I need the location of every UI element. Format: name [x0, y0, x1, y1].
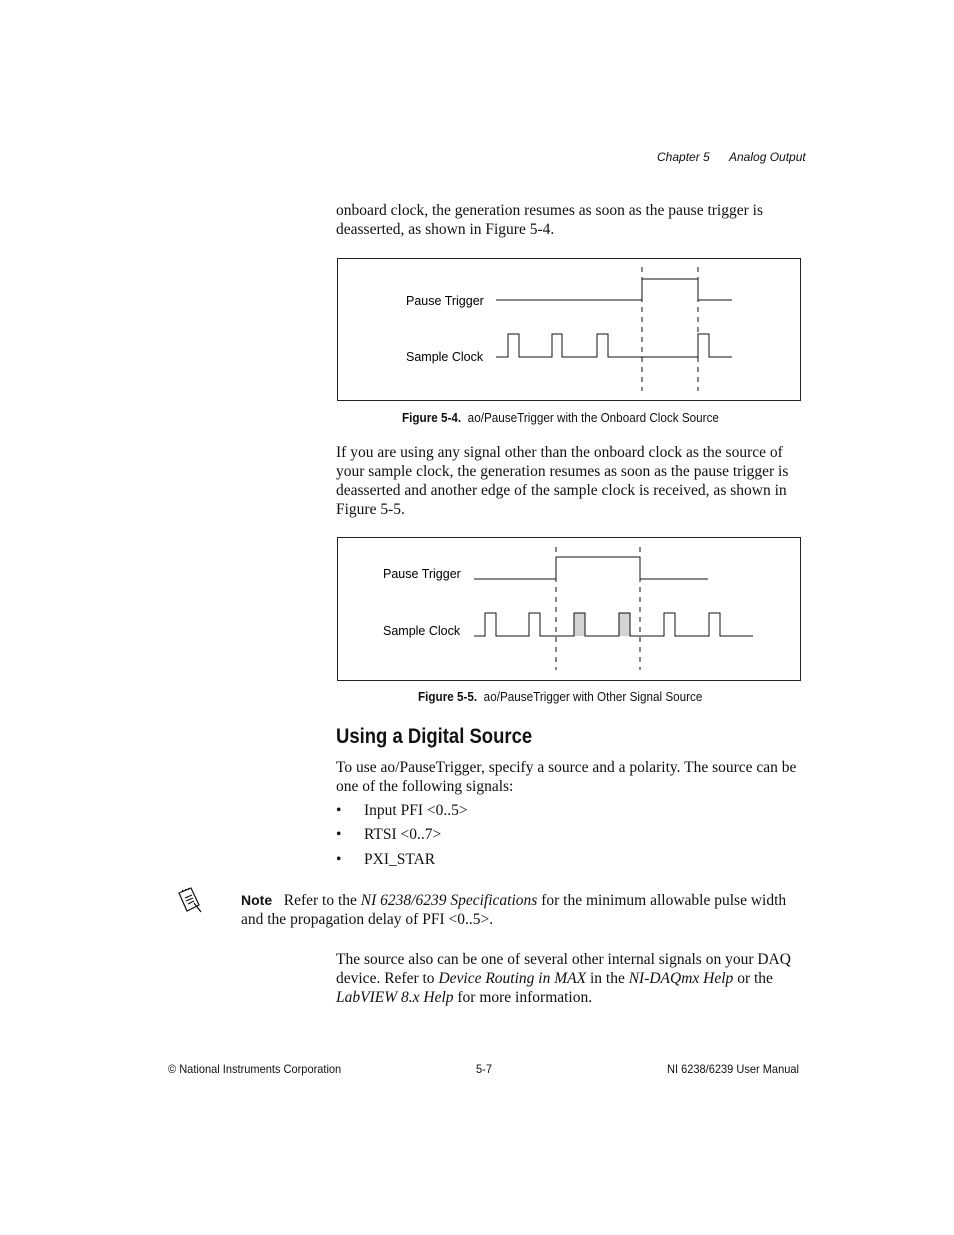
bullet-text: PXI_STAR — [364, 851, 436, 868]
bullet-marker: • — [336, 802, 342, 819]
fig5-pause-trigger-waveform — [474, 557, 708, 579]
figure-5-5-timing-svg — [338, 538, 800, 680]
fig5-sample-clock-waveform — [474, 613, 753, 636]
closing-text-2: in the — [586, 970, 629, 987]
header-section: Analog Output — [729, 150, 806, 164]
bullet-item — [336, 826, 441, 844]
digital-source-paragraph: To use ao/PauseTrigger, specify a source and a polarity. The source can be one of the following signals: — [336, 759, 797, 795]
fig4-pause-trigger-waveform — [496, 279, 732, 300]
intro-paragraph: onboard clock, the generation resumes as soon as the pause trigger is deasserted, as shown in Figure 5-4. — [336, 202, 763, 238]
footer-manual-title: NI 6238/6239 User Manual — [667, 1062, 799, 1076]
note-block — [241, 891, 801, 929]
fig4-sample-clock-waveform — [496, 334, 732, 357]
note-doc-title: NI 6238/6239 Specifications — [360, 892, 538, 909]
fig5-sample-clock-label: Sample Clock — [383, 624, 461, 638]
closing-paragraph — [336, 950, 802, 1007]
closing-text-3: or the — [733, 970, 773, 987]
figure-5-4-title: ao/PauseTrigger with the Onboard Clock Source — [467, 410, 719, 425]
note-text-after: for the minimum allowable pulse width and the propagation delay of PFI <0..5>. — [241, 892, 787, 928]
bullet-text: Input PFI <0..5> — [364, 802, 468, 819]
bullet-text: RTSI <0..7> — [364, 826, 442, 843]
bullet-marker: • — [336, 851, 342, 868]
footer-page-number: 5-7 — [476, 1062, 492, 1076]
fig4-pause-trigger-label: Pause Trigger — [406, 294, 484, 308]
bullet-marker: • — [336, 826, 342, 843]
figure-5-4-number: Figure 5-4. — [402, 410, 462, 425]
fig5-shaded-pulse-1 — [574, 613, 585, 636]
closing-ref-labview-help: LabVIEW 8.x Help — [336, 989, 454, 1006]
fig4-sample-clock-label: Sample Clock — [406, 350, 484, 364]
bullet-item — [336, 851, 435, 869]
figure-5-4-caption — [402, 410, 719, 425]
footer-copyright: © National Instruments Corporation — [168, 1062, 342, 1076]
closing-text-1: The source also can be one of several other internal signals on your DAQ device. Refer to — [336, 951, 791, 987]
closing-ref-device-routing: Device Routing in MAX — [438, 970, 587, 987]
figure-5-5-diagram — [337, 537, 801, 681]
note-label: Note — [241, 892, 273, 908]
fig5-pause-trigger-label: Pause Trigger — [383, 567, 461, 581]
figure-5-5-caption — [418, 689, 702, 704]
figure-5-4-timing-svg — [338, 259, 800, 400]
figure-5-5-number: Figure 5-5. — [418, 689, 478, 704]
note-text-before: Refer to the — [283, 892, 361, 909]
figure-5-4-diagram — [337, 258, 801, 401]
closing-text-4: for more information. — [453, 989, 593, 1006]
fig5-shaded-pulse-2 — [619, 613, 630, 636]
other-signal-paragraph: If you are using any signal other than the onboard clock as the source of your sample clock, the generation resumes as soon as the pause trigger is deasserted and another edge of the sample clock is received, as shown in Figure 5-5. — [336, 444, 789, 518]
closing-ref-daqmx-help: NI-DAQmx Help — [628, 970, 734, 987]
figure-5-5-title: ao/PauseTrigger with Other Signal Source — [483, 689, 703, 704]
header-chapter: Chapter 5 — [657, 150, 710, 164]
note-pad-icon — [174, 885, 204, 915]
section-heading: Using a Digital Source — [336, 725, 533, 748]
bullet-item — [336, 802, 468, 820]
